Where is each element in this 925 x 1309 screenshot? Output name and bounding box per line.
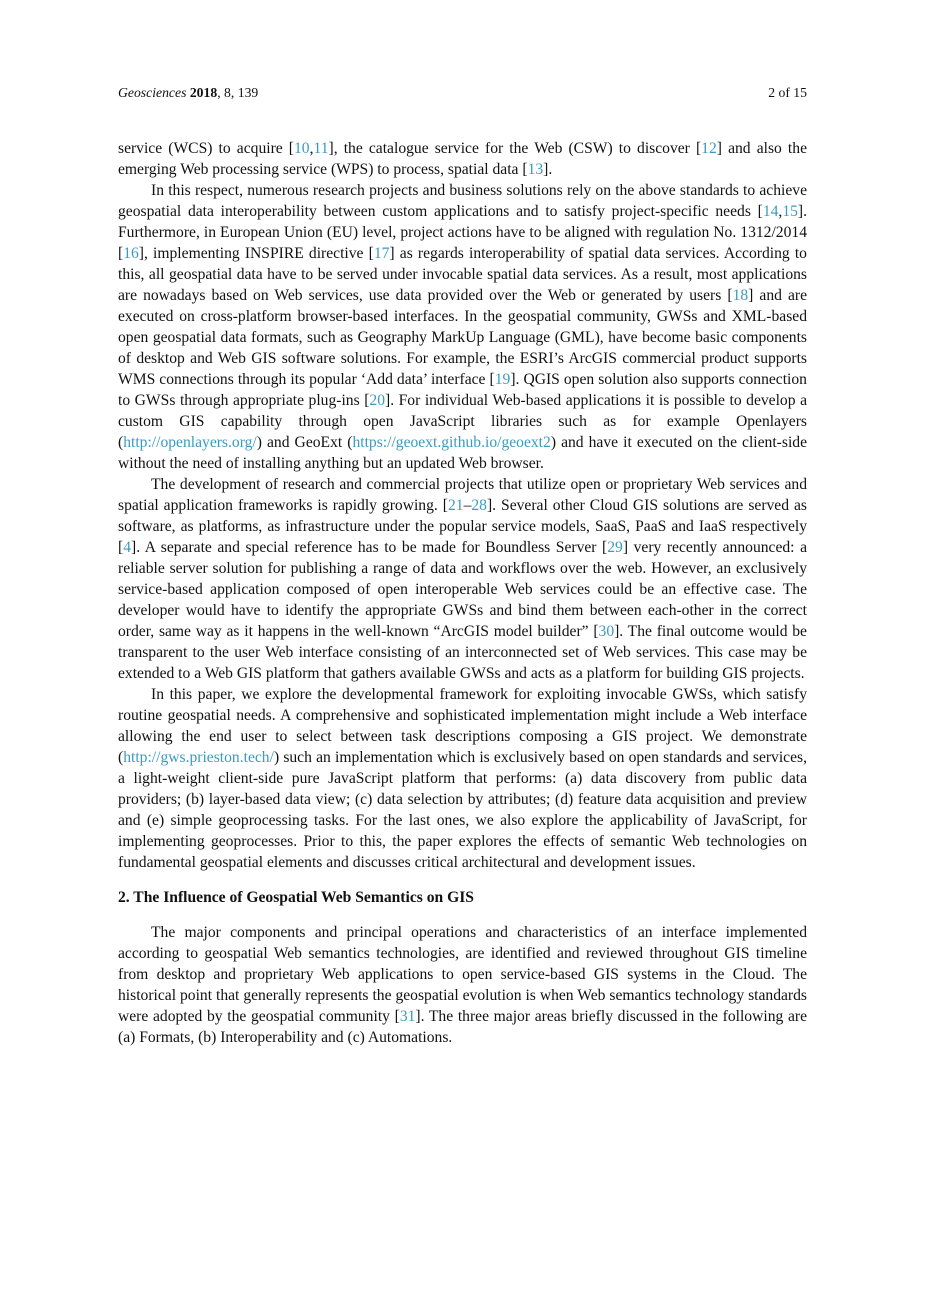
citation-link[interactable]: 20 — [369, 392, 385, 409]
citation-link[interactable]: 29 — [607, 539, 623, 556]
journal-name: Geosciences — [118, 85, 187, 100]
citation-link[interactable]: 16 — [123, 245, 139, 262]
citation-link[interactable]: 18 — [732, 287, 749, 304]
document-body — [118, 138, 807, 1048]
citation-link[interactable]: 10 — [294, 140, 310, 157]
citation-link[interactable]: 31 — [399, 1008, 416, 1025]
journal-volume-page: , 8, 139 — [217, 85, 259, 100]
running-header — [118, 84, 807, 101]
citation-link[interactable]: 17 — [373, 245, 390, 262]
citation-link[interactable]: 4 — [123, 539, 131, 556]
url-link[interactable]: http://openlayers.org/ — [123, 434, 257, 451]
paragraph: The major components and principal operations and characteristics of an interface implemented according to geospatial Web semantics technologies, are identified and reviewed throughout GIS timeline from desktop and proprietary Web applications to open service-based GIS systems in the Cloud. The historical point that generally represents the geospatial evolution is when Web semantics technology standards were adopted by the geospatial community [31]. The three major areas briefly discussed in the following are (a) Formats, (b) Interoperability and (c) Automations. — [118, 924, 808, 1046]
journal-citation — [118, 84, 258, 101]
paragraph: In this paper, we explore the developmental framework for exploiting invocable GWSs, which satisfy routine geospatial needs. A comprehensive and sophisticated implementation might include a Web interface allowing the end user to select between task descriptions composing a GIS project. We demonstrate (http://gws.prieston.tech/) such an implementation which is exclusively based on open standards and services, a light-weight client-side pure JavaScript platform that performs: (a) data discovery from public data providers; (b) layer-based data view; (c) data selection by attributes; (d) feature data acquisition and preview and (e) simple geoprocessing tasks. For the last ones, we also explore the applicability of JavaScript, for implementing geoprocesses. Prior to this, the paper explores the effects of semantic Web technologies on fundamental geospatial elements and discusses critical architectural and development issues. — [118, 686, 807, 871]
citation-link[interactable]: 11 — [313, 140, 329, 157]
url-link[interactable]: https://geoext.github.io/geoext2 — [352, 434, 551, 451]
url-link[interactable]: http://gws.prieston.tech/ — [123, 749, 274, 766]
journal-year: 2018 — [189, 85, 218, 100]
citation-link[interactable]: 14 — [762, 203, 779, 220]
citation-link[interactable]: 15 — [782, 203, 798, 220]
citation-link[interactable]: 21 — [447, 497, 464, 514]
paragraph: service (WCS) to acquire [10,11], the catalogue service for the Web (CSW) to discover [12] and also the emerging Web processing service (WPS) to process, spatial data [13]. — [118, 140, 807, 178]
paragraph: The development of research and commercial projects that utilize open or proprietary Web services and spatial application frameworks is rapidly growing. [21–28]. Several other Cloud GIS solutions are served as software, as platforms, as infrastructure under the popular service models, SaaS, PaaS and IaaS respectively [4]. A separate and special reference has to be made for Boundless Server [29] very recently announced: a reliable server solution for publishing a range of data and workflows over the web. However, an exclusively service-based application composed of open interoperable Web services could be an effective case. The developer would have to identify the appropriate GWSs and bind them between each-other in the correct order, same way as it happens in the well-known “ArcGIS model builder” [30]. The final outcome would be transparent to the user Web interface consisting of an interconnected set of Web services. This case may be extended to a Web GIS platform that gathers available GWSs and acts as a platform for building GIS projects. — [118, 476, 807, 682]
section-heading: 2. The Influence of Geospatial Web Semantics on GIS — [118, 889, 474, 906]
citation-link[interactable]: 13 — [527, 161, 544, 178]
citation-link[interactable]: 28 — [471, 497, 487, 514]
citation-link[interactable]: 30 — [598, 623, 615, 640]
citation-link[interactable]: 12 — [701, 140, 717, 157]
page-number: 2 of 15 — [768, 85, 807, 100]
citation-link[interactable]: 19 — [494, 371, 511, 388]
paragraph: In this respect, numerous research projects and business solutions rely on the above standards to achieve geospatial data interoperability between custom applications and to satisfy project-specific needs [14,15]. Furthermore, in European Union (EU) level, project actions have to be aligned with regulation No. 1312/2014 [16], implementing INSPIRE directive [17] as regards interoperability of spatial data services. According to this, all geospatial data have to be served under invocable spatial data services. As a result, most applications are nowadays based on Web services, use data provided over the Web or generated by users [18] and are executed on cross-platform browser-based interfaces. In the geospatial community, GWSs and XML-based open geospatial data formats, such as Geography MarkUp Language (GML), have become basic components of desktop and Web GIS software solutions. For example, the ESRI’s ArcGIS commercial product supports WMS connections through its popular ‘Add data’ interface [19]. QGIS open solution also supports connection to GWSs through appropriate plug-ins [20]. For individual Web-based applications it is possible to develop a custom GIS capability through open JavaScript libraries such as for example Openlayers (http://openlayers.org/) and GeoExt (https://geoext.github.io/geoext2) and have it executed on the client-side without the need of installing anything but an updated Web browser. — [118, 182, 807, 472]
